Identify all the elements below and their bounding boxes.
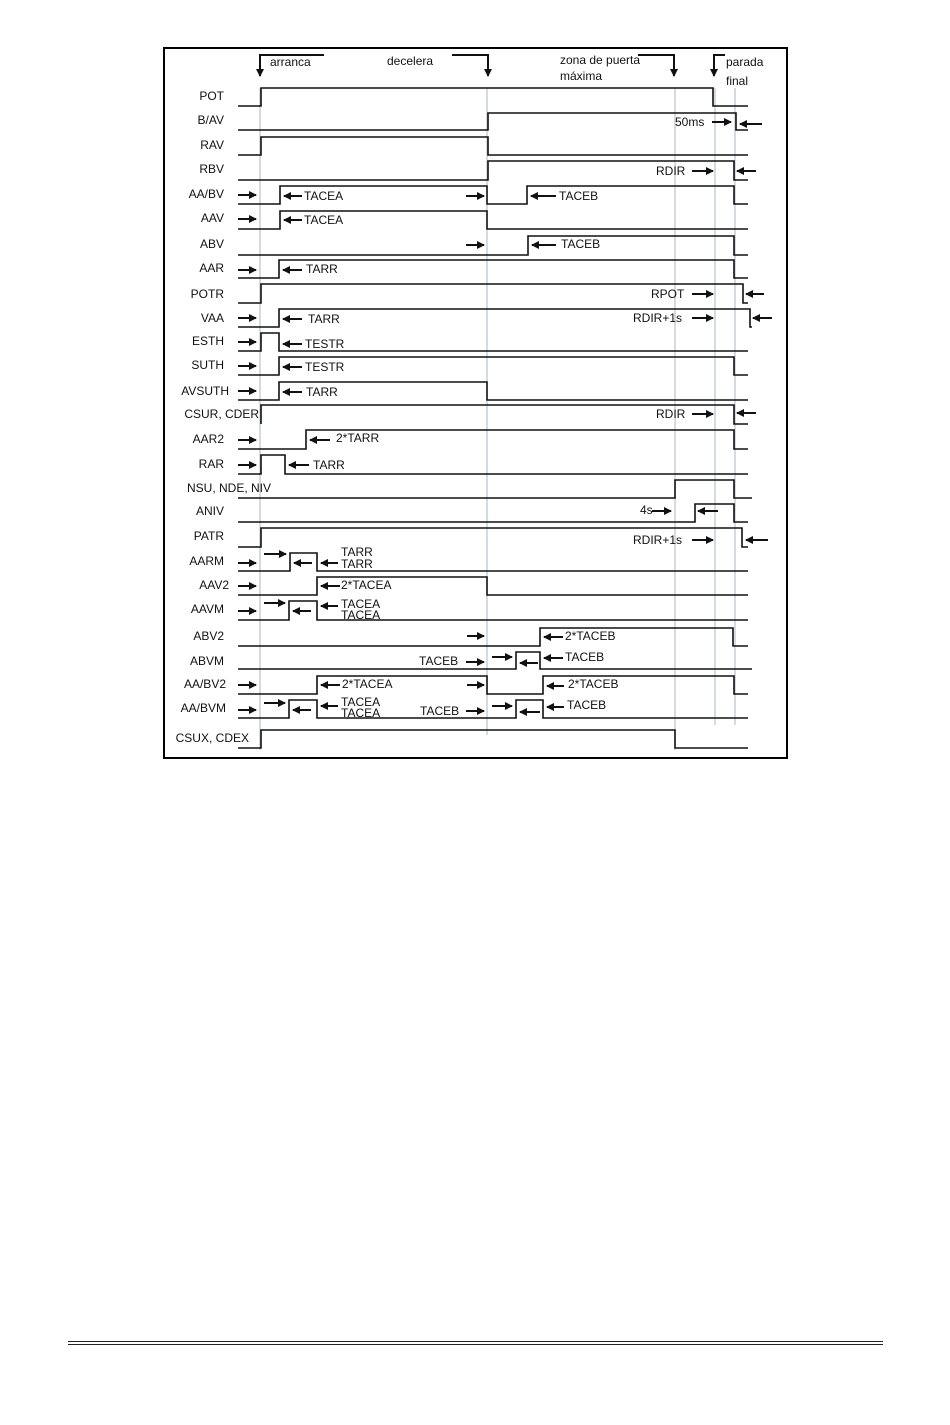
timer-label-tacea: TACEA [304, 213, 344, 227]
timer-label-rdir: RDIR [656, 407, 686, 421]
timer-label-tarr: TARR [306, 262, 338, 276]
timer-label-rpot: RPOT [651, 287, 685, 301]
waveform-aniv [238, 504, 748, 522]
signal-label: NSU, NDE, NIV [186, 481, 271, 495]
signal-label: AVSUTH [181, 384, 229, 398]
timer-label-taceb: TACEB [559, 189, 599, 203]
phase-zona-puerta-1: zona de puerta [560, 53, 641, 67]
timer-label-rdir-1s: RDIR+1s [633, 311, 683, 325]
timer-label-tacea: TACEA [341, 695, 381, 709]
footer-rule [68, 1341, 883, 1345]
signal-label: ESTH [191, 334, 224, 348]
signal-label: ANIV [195, 504, 224, 518]
waveform-nsu-nde-niv [238, 480, 752, 498]
timer-label-tarr: TARR [306, 385, 338, 399]
timer-label-taceb: TACEB [565, 650, 605, 664]
signal-label: VAA [200, 311, 224, 325]
signal-label: ABVM [189, 654, 224, 668]
waveform-abv [238, 236, 748, 255]
waveform-pot [238, 88, 748, 106]
timer-label-taceb: TACEB [567, 698, 607, 712]
timer-label-tacea: TACEA [341, 597, 381, 611]
signal-label: RBV [199, 162, 224, 176]
waveform-aavm [238, 601, 748, 620]
waveform-rav [238, 137, 748, 155]
timer-label-tarr: TARR [341, 557, 373, 571]
signal-label: SUTH [191, 358, 224, 372]
signal-label: RAR [198, 457, 224, 471]
signal-label: PATR [193, 529, 224, 543]
signal-label: POTR [190, 287, 224, 301]
timer-label-taceb: TACEB [420, 704, 460, 718]
waveform-b-av [238, 113, 748, 130]
phase-parada-2: final [726, 74, 749, 88]
signal-label: AARM [189, 554, 224, 568]
signal-label: AAR2 [192, 432, 224, 446]
waveform-aa-bvm [238, 700, 748, 718]
phase-markers [260, 55, 725, 76]
signal-label: AA/BV2 [183, 677, 226, 691]
signal-label: AAR [199, 261, 224, 275]
timer-label-tarr: TARR [308, 312, 340, 326]
waveform-aarm [238, 553, 748, 571]
timer-label-2-taceb: 2*TACEB [568, 677, 619, 691]
phase-parada-1: parada [726, 55, 764, 69]
timer-label-2-tarr: 2*TARR [336, 431, 380, 445]
signal-label: AA/BV [188, 187, 224, 201]
timer-label-50ms: 50ms [675, 115, 705, 129]
timer-label-tacea: TACEA [341, 706, 381, 720]
signal-label: AAV [200, 211, 224, 225]
timer-label-tarr: TARR [313, 458, 345, 472]
waveform-csux-cdex [238, 730, 748, 748]
timer-label-rdir: RDIR [656, 164, 686, 178]
signal-label: B/AV [197, 113, 224, 127]
signal-label: AA/BVM [180, 701, 226, 715]
timer-label-4s: 4s [640, 503, 653, 517]
signal-label: AAV2 [199, 578, 229, 592]
waveform-aav2 [238, 577, 748, 595]
signal-label: CSUR, CDER [184, 407, 259, 421]
signal-label: RAV [200, 138, 224, 152]
phase-decelera: decelera [387, 54, 434, 68]
waveform-aa-bv2 [238, 676, 748, 694]
timer-label-taceb: TACEB [561, 237, 601, 251]
timer-label-2-tacea: 2*TACEA [341, 578, 392, 592]
timer-label-tarr: TARR [341, 545, 373, 559]
phase-arranca: arranca [270, 55, 311, 69]
timer-label-rdir-1s: RDIR+1s [633, 533, 683, 547]
timer-label-tacea: TACEA [304, 189, 344, 203]
timer-label-tacea: TACEA [341, 608, 381, 622]
signal-label: AAVM [190, 602, 224, 616]
signal-label: CSUX, CDEX [175, 731, 249, 745]
phase-zona-puerta-2: máxima [560, 69, 603, 83]
signal-label: ABV2 [193, 629, 224, 643]
timer-label-taceb: TACEB [419, 654, 459, 668]
waveform-abv2 [238, 628, 748, 646]
signal-label: ABV [199, 237, 224, 251]
signal-label: POT [199, 89, 224, 103]
timer-label-2-tacea: 2*TACEA [342, 677, 393, 691]
timer-label-testr: TESTR [305, 337, 345, 351]
timer-label-testr: TESTR [305, 360, 345, 374]
timer-label-2-taceb: 2*TACEB [565, 629, 616, 643]
